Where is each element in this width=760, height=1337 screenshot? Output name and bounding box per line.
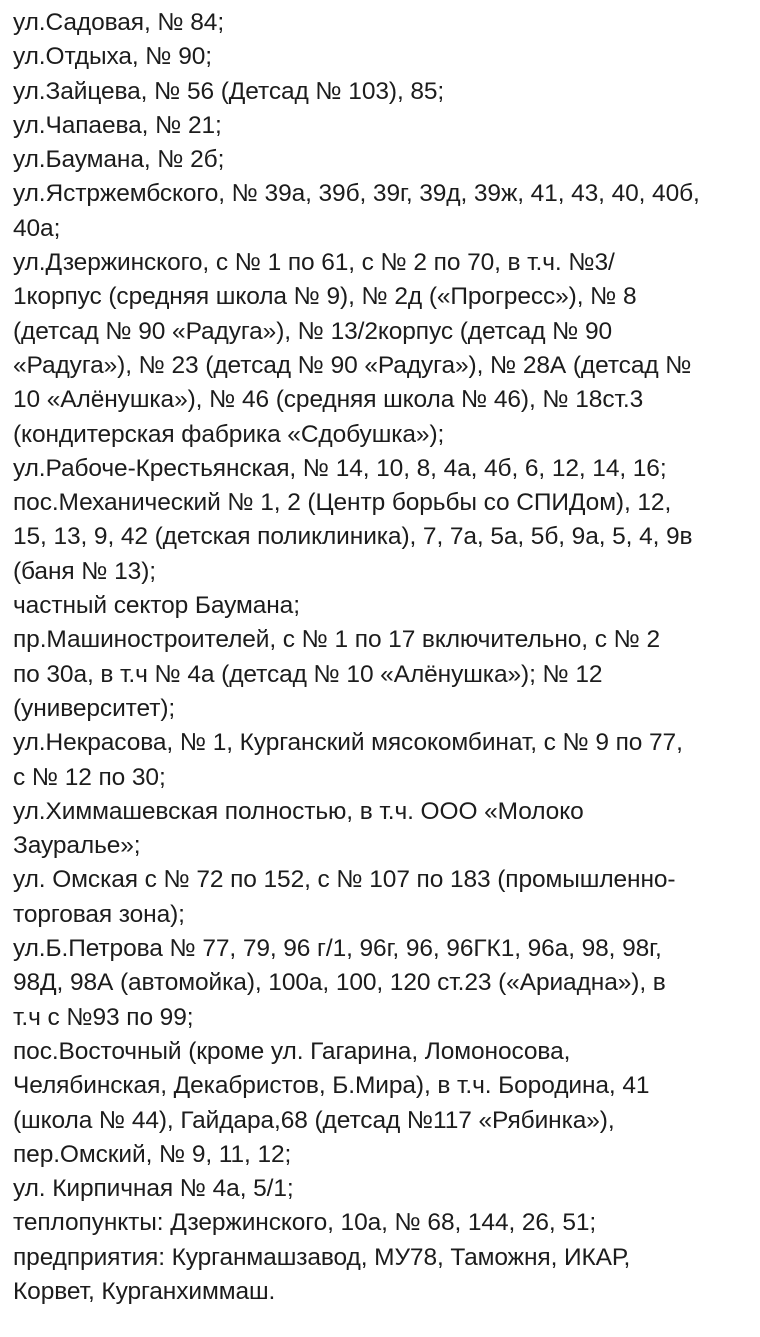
text-line: ул.Некрасова, № 1, Курганский мясокомбинат, с № 9 по 77, [13, 729, 683, 757]
text-line: Зауралье»; [13, 832, 141, 860]
text-line: пос.Восточный (кроме ул. Гагарина, Ломоносова, [13, 1037, 571, 1065]
text-line: ул. Омская с № 72 по 152, с № 107 по 183 (промышленно- [13, 866, 676, 894]
text-line: ул.Ястржембского, № 39а, 39б, 39г, 39д, 39ж, 41, 43, 40, 40б, [13, 180, 700, 208]
text-line: с № 12 по 30; [13, 763, 166, 791]
text-line: пр.Машиностроителей, с № 1 по 17 включительно, с № 2 [13, 626, 660, 654]
text-line: ул.Рабоче-Крестьянская, № 14, 10, 8, 4а, 4б, 6, 12, 14, 16; [13, 454, 667, 482]
text-line: (школа № 44), Гайдара,68 (детсад №117 «Рябинка»), [13, 1106, 615, 1134]
text-line: теплопункты: Дзержинского, 10а, № 68, 144, 26, 51; [13, 1209, 597, 1237]
text-line: предприятия: Курганмашзавод, МУ78, Таможня, ИКАР, [13, 1243, 631, 1271]
text-line: 98Д, 98А (автомойка), 100а, 100, 120 ст.23 («Ариадна»), в [13, 969, 666, 997]
text-line: (кондитерская фабрика «Сдобушка»); [13, 420, 445, 448]
text-line: Челябинская, Декабристов, Б.Мира), в т.ч. Бородина, 41 [13, 1072, 650, 1100]
text-line: 10 «Алёнушка»), № 46 (средняя школа № 46), № 18ст.3 [13, 386, 644, 414]
text-line: ул.Дзержинского, с № 1 по 61, с № 2 по 70, в т.ч. №3/ [13, 249, 615, 277]
text-line: по 30а, в т.ч № 4а (детсад № 10 «Алёнушка»); № 12 [13, 660, 603, 688]
text-line: ул.Чапаева, № 21; [13, 111, 222, 139]
text-line: 15, 13, 9, 42 (детская поликлиника), 7, 7а, 5а, 5б, 9а, 5, 4, 9в [13, 523, 693, 551]
text-line: пер.Омский, № 9, 11, 12; [13, 1140, 292, 1168]
text-line: 40а; [13, 214, 61, 242]
text-line: (баня № 13); [13, 557, 156, 585]
text-line: ул.Баумана, № 2б; [13, 146, 225, 174]
text-line: торговая зона); [13, 900, 185, 928]
text-line: 1корпус (средняя школа № 9), № 2д («Прогресс»), № 8 [13, 283, 637, 311]
text-line: Корвет, Курганхиммаш. [13, 1277, 276, 1305]
text-line: ул. Кирпичная № 4а, 5/1; [13, 1175, 294, 1203]
text-line: (детсад № 90 «Радуга»), № 13/2корпус (детсад № 90 [13, 317, 613, 345]
text-line: «Радуга»), № 23 (детсад № 90 «Радуга»), № 28А (детсад № [13, 351, 692, 379]
text-line: (университет); [13, 694, 176, 722]
text-line: ул.Б.Петрова № 77, 79, 96 г/1, 96г, 96, 96ГК1, 96а, 98, 98г, [13, 935, 662, 963]
text-line: частный сектор Баумана; [13, 592, 300, 620]
text-line: ул.Садовая, № 84; [13, 9, 225, 36]
text-line: ул.Химмашевская полностью, в т.ч. ООО «Молоко [13, 797, 584, 825]
text-line: т.ч с №93 по 99; [13, 1003, 194, 1031]
text-line: ул.Зайцева, № 56 (Детсад № 103), 85; [13, 77, 445, 105]
text-line: ул.Отдыха, № 90; [13, 43, 212, 71]
text-line: пос.Механический № 1, 2 (Центр борьбы со СПИДом), 12, [13, 489, 672, 517]
